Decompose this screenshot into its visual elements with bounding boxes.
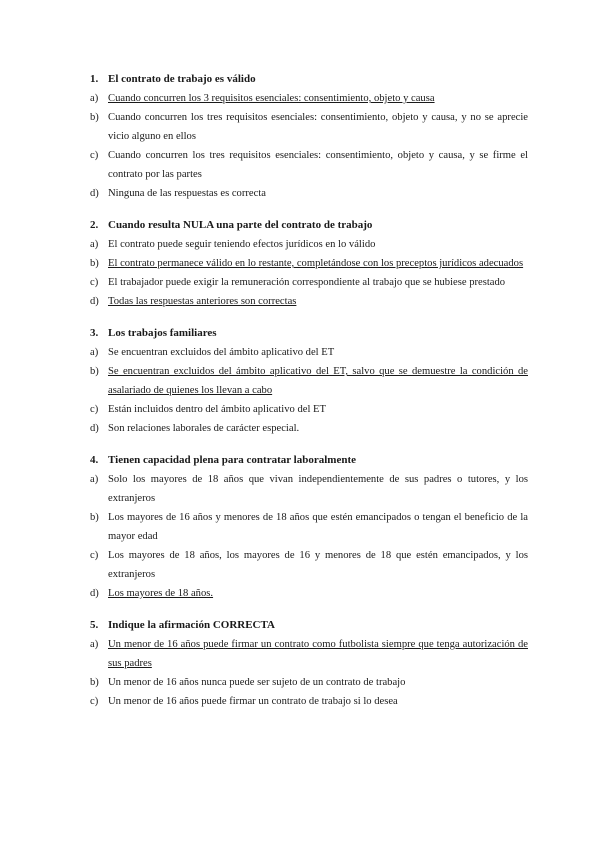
option-letter: b) [90, 112, 99, 123]
quiz-content [90, 70, 528, 724]
option-letter: a) [90, 474, 99, 485]
option-text: Se encuentran excluidos del ámbito aplicativo del ET [108, 347, 335, 358]
question-title [90, 616, 528, 635]
question-1 [90, 70, 528, 203]
question-text: Los trabajos familiares [108, 327, 217, 339]
option-letter: c) [90, 150, 99, 161]
option-a [90, 89, 528, 108]
question-number: 4. [90, 454, 99, 466]
option-a [90, 235, 528, 254]
option-a [90, 343, 528, 362]
option-text: Los mayores de 16 años y menores de 18 años que estén emancipados o tengan el beneficio de la mayor edad [108, 512, 528, 542]
option-letter: a) [90, 347, 99, 358]
question-5 [90, 616, 528, 711]
question-number: 2. [90, 219, 99, 231]
option-letter: a) [90, 93, 99, 104]
option-letter: b) [90, 366, 99, 377]
option-b [90, 108, 528, 146]
option-text: Los mayores de 18 años, los mayores de 16 y menores de 18 que estén emancipados, y los extranjeros [108, 550, 528, 580]
option-text: Se encuentran excluidos del ámbito aplicativo del ET, salvo que se demuestre la condición de asalariado de quienes los llevan a cabo [108, 366, 528, 396]
option-b [90, 254, 528, 273]
option-text: Todas las respuestas anteriores son correctas [108, 296, 297, 307]
option-d [90, 292, 528, 311]
option-text: Un menor de 16 años puede firmar un contrato como futbolista siempre que tenga autorización de sus padres [108, 639, 528, 669]
option-letter: c) [90, 550, 99, 561]
option-letter: d) [90, 588, 99, 599]
question-number: 1. [90, 73, 99, 85]
option-letter: a) [90, 639, 99, 650]
option-c [90, 273, 528, 292]
option-text: El trabajador puede exigir la remuneración correspondiente al trabajo que se hubiese prestado [108, 277, 506, 288]
option-letter: c) [90, 277, 99, 288]
question-title [90, 324, 528, 343]
question-text: El contrato de trabajo es válido [108, 73, 256, 85]
option-c [90, 400, 528, 419]
option-c [90, 546, 528, 584]
option-letter: b) [90, 677, 99, 688]
question-2 [90, 216, 528, 311]
option-b [90, 362, 528, 400]
option-text: Solo los mayores de 18 años que vivan independientemente de sus padres o tutores, y los extranjeros [108, 474, 528, 504]
option-text: Un menor de 16 años nunca puede ser sujeto de un contrato de trabajo [108, 677, 406, 688]
option-text: Un menor de 16 años puede firmar un contrato de trabajo si lo desea [108, 696, 398, 707]
question-title [90, 70, 528, 89]
option-d [90, 184, 528, 203]
option-d [90, 584, 528, 603]
option-c [90, 692, 528, 711]
question-title [90, 451, 528, 470]
option-text: El contrato permanece válido en lo restante, completándose con los preceptos jurídicos adecuados [108, 258, 524, 269]
question-text: Cuando resulta NULA una parte del contrato de trabajo [108, 219, 373, 231]
option-text: El contrato puede seguir teniendo efectos jurídicos en lo válido [108, 239, 376, 250]
option-text: Los mayores de 18 años. [108, 588, 214, 599]
option-a [90, 635, 528, 673]
option-letter: b) [90, 258, 99, 269]
question-title [90, 216, 528, 235]
question-number: 3. [90, 327, 99, 339]
option-text: Ninguna de las respuestas es correcta [108, 188, 266, 199]
question-4 [90, 451, 528, 603]
option-text: Cuando concurren los tres requisitos esenciales: consentimiento, objeto y causa, y se firme el contrato por las partes [108, 150, 528, 180]
option-a [90, 470, 528, 508]
option-letter: c) [90, 696, 99, 707]
option-letter: c) [90, 404, 99, 415]
option-letter: a) [90, 239, 99, 250]
option-b [90, 673, 528, 692]
question-text: Tienen capacidad plena para contratar laboralmente [108, 454, 357, 466]
option-letter: d) [90, 296, 99, 307]
question-3 [90, 324, 528, 438]
option-text: Cuando concurren los tres requisitos esenciales: consentimiento, objeto y causa, y no se aprecie vicio alguno en ellos [108, 112, 528, 142]
option-text: Están incluidos dentro del ámbito aplicativo del ET [108, 404, 326, 415]
option-text: Cuando concurren los 3 requisitos esenciales: consentimiento, objeto y causa [108, 93, 435, 104]
option-letter: b) [90, 512, 99, 523]
option-d [90, 419, 528, 438]
option-c [90, 146, 528, 184]
question-number: 5. [90, 619, 99, 631]
option-letter: d) [90, 188, 99, 199]
option-text: Son relaciones laborales de carácter especial. [108, 423, 300, 434]
question-text: Indique la afirmación CORRECTA [108, 619, 275, 631]
option-b [90, 508, 528, 546]
option-letter: d) [90, 423, 99, 434]
